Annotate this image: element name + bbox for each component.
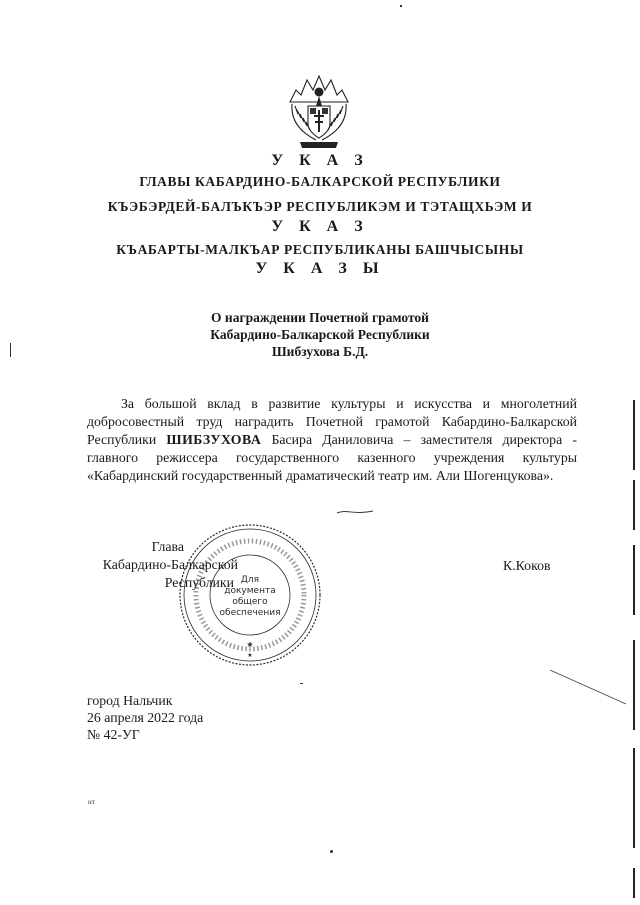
scan-edge-line-6 bbox=[633, 868, 635, 898]
subject-line-2: Кабардино-Балкарской Республики bbox=[210, 327, 430, 342]
scan-edge-line-1 bbox=[633, 400, 635, 470]
awardee-surname: ШИБЗУХОВА bbox=[166, 432, 262, 447]
scan-mark-left bbox=[10, 343, 11, 357]
scan-edge-line-4 bbox=[633, 640, 635, 730]
decree-title-ru: У К А З bbox=[271, 152, 369, 169]
scan-edge-line-3 bbox=[633, 545, 635, 615]
scan-dot-bottom bbox=[330, 850, 333, 853]
signature-title-3: Республики bbox=[164, 575, 234, 590]
decree-title-kbd: У К А З bbox=[271, 218, 369, 235]
coat-of-arms-emblem bbox=[286, 62, 352, 152]
decree-subtitle-krc: КЪАБАРТЫ-МАЛКЪАР РЕСПУБЛИКАНЫ БАШЧЫСЫНЫ bbox=[116, 242, 524, 257]
scan-dot-mid bbox=[300, 683, 303, 684]
stamp-inner-1: Для bbox=[240, 575, 260, 585]
svg-text:★: ★ bbox=[247, 652, 253, 659]
scan-edge-line-2 bbox=[633, 480, 635, 530]
decree-subtitle-ru: ГЛАВЫ КАБАРДИНО-БАЛКАРСКОЙ РЕСПУБЛИКИ bbox=[139, 174, 501, 189]
subject-line-1: О награждении Почетной грамотой bbox=[211, 310, 429, 325]
city: город Нальчик bbox=[87, 693, 173, 708]
signature-stroke bbox=[335, 505, 375, 519]
stamp-inner-2: документа bbox=[224, 586, 276, 596]
official-stamp bbox=[175, 520, 325, 670]
body-part-2: Басира Даниловича – заместителя директора - главного режиссера государственного казенного учреждения культуры «Кабардинский государственный драматический театр им. Али Шогенцукова». bbox=[87, 432, 577, 483]
scan-edge-line-5 bbox=[633, 748, 635, 848]
typist-mark: нт bbox=[88, 798, 95, 806]
signatory-name: К.Коков bbox=[503, 558, 551, 573]
scan-diagonal-line bbox=[550, 670, 630, 710]
decree-footer bbox=[87, 692, 203, 743]
decree-body bbox=[87, 395, 577, 485]
body-part-1: За большой вклад в развитие культуры и искусства и многолетний добросовестный труд наградить Почетной грамотой Кабардино-Балкарской Республики bbox=[87, 396, 577, 447]
stamp-inner-3: общего bbox=[232, 597, 268, 607]
decree-date: 26 апреля 2022 года bbox=[87, 710, 204, 725]
stamp-inner-4: обеспечения bbox=[219, 608, 281, 618]
decree-subtitle-kbd: КЪЭБЭРДЕЙ-БАЛЪКЪЭР РЕСПУБЛИКЭМ И ТЭТАЩХЬЭМ И bbox=[107, 199, 533, 214]
scan-dot-top bbox=[400, 5, 402, 7]
signature-title-1: Глава bbox=[151, 539, 184, 554]
decree-number: № 42-УГ bbox=[87, 727, 140, 742]
decree-title-krc: У К А З Ы bbox=[255, 260, 385, 277]
signature-title-2: Кабардино-Балкарской bbox=[102, 557, 238, 572]
svg-text:★: ★ bbox=[246, 640, 254, 649]
subject-line-3: Шибзухова Б.Д. bbox=[271, 344, 369, 359]
